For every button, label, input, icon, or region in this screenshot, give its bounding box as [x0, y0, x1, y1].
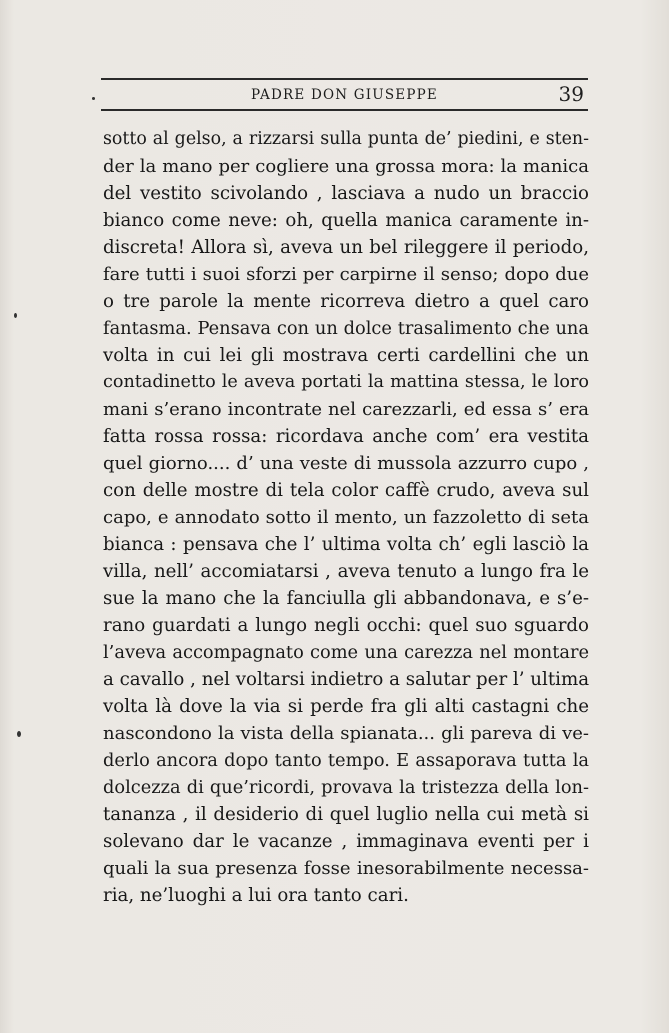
text-line: rano guardati a lungo negli occhi: quel suo sguardo — [103, 615, 589, 636]
header-rule-top — [101, 78, 588, 80]
text-line: bianca : pensava che l’ ultima volta ch’ egli lasciò la — [103, 534, 589, 555]
page-number: 39 — [558, 82, 584, 106]
paper-speck — [14, 313, 17, 318]
running-title: PADRE DON GIUSEPPE — [251, 87, 438, 103]
text-line: sotto al gelso, a rizzarsi sulla punta de’ piedini, e sten- — [103, 129, 589, 149]
text-line: bianco come neve: oh, quella manica caramente in- — [103, 210, 589, 231]
text-line: quali la sua presenza fosse inesorabilmente necessa- — [103, 858, 589, 879]
text-line: volta là dove la via si perde fra gli alti castagni che — [103, 696, 589, 717]
running-head — [101, 83, 588, 109]
text-line: o tre parole la mente ricorreva dietro a quel caro — [103, 291, 589, 312]
text-line: discreta! Allora sì, aveva un bel rileggere il periodo, — [103, 237, 589, 258]
text-line: solevano dar le vacanze , immaginava eventi per i — [103, 831, 589, 852]
text-line: quel giorno.... d’ una veste di mussola azzurro cupo , — [103, 453, 589, 474]
paper-speck — [92, 97, 95, 100]
text-line: del vestito scivolando , lasciava a nudo un braccio — [103, 183, 589, 204]
text-line: dolcezza di que’ricordi, provava la tristezza della lon- — [103, 777, 589, 798]
body-text — [103, 126, 589, 909]
text-line: a cavallo , nel voltarsi indietro a salutar per l’ ultima — [103, 669, 590, 690]
text-line: l’aveva accompagnato come una carezza nel montare — [103, 642, 589, 663]
text-line: capo, e annodato sotto il mento, un fazzoletto di seta — [103, 507, 589, 528]
text-line: der la mano per cogliere una grossa mora: la manica — [103, 156, 589, 177]
text-line: fantasma. Pensava con un dolce trasalimento che una — [103, 318, 589, 339]
text-line: fare tutti i suoi sforzi per carpirne il senso; dopo due — [103, 264, 589, 285]
text-line: sue la mano che la fanciulla gli abbandonava, e s’e- — [103, 588, 589, 609]
text-line: contadinetto le aveva portati la mattina stessa, le loro — [103, 372, 589, 392]
text-line: tananza , il desiderio di quel luglio nella cui metà si — [103, 804, 589, 825]
text-line: villa, nell’ accomiatarsi , aveva tenuto a lungo fra le — [103, 561, 589, 582]
text-line: con delle mostre di tela color caffè crudo, aveva sul — [103, 480, 589, 501]
text-line: nascondono la vista della spianata... gli pareva di ve- — [103, 723, 589, 744]
text-line-last: ria, ne’luoghi a lui ora tanto cari. — [103, 885, 409, 906]
header-rule-bottom — [101, 109, 588, 111]
text-line: derlo ancora dopo tanto tempo. E assaporava tutta la — [103, 750, 589, 771]
text-line: fatta rossa rossa: ricordava anche com’ era vestita — [103, 426, 589, 447]
text-line: volta in cui lei gli mostrava certi cardellini che un — [103, 345, 589, 366]
text-line: mani s’erano incontrate nel carezzarli, ed essa s’ era — [103, 399, 589, 420]
paper-speck — [17, 731, 21, 737]
